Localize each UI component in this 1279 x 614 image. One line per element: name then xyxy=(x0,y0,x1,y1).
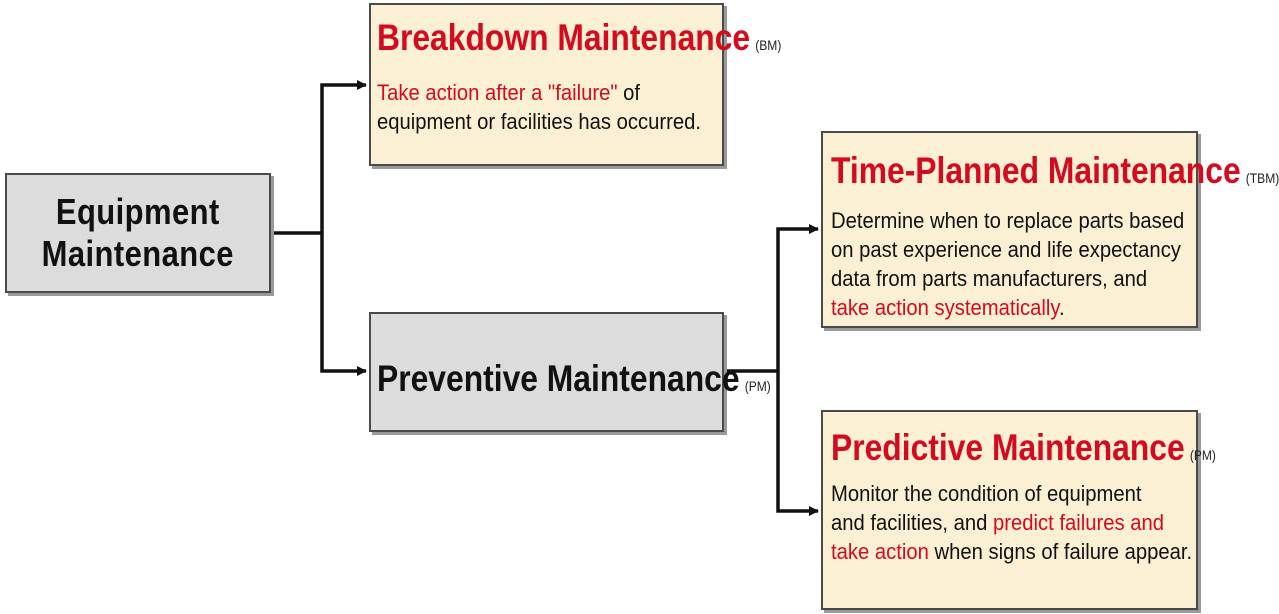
connector-to-breakdown xyxy=(322,85,366,233)
predictive-desc-line3-highlight: take action xyxy=(831,539,929,564)
breakdown-maintenance-box xyxy=(369,3,782,166)
predictive-maintenance-heading xyxy=(831,427,1216,469)
breakdown-desc-rest: of xyxy=(617,80,641,105)
predictive-maintenance-box xyxy=(821,410,1216,610)
time-planned-title: Time-Planned Maintenance xyxy=(831,150,1241,191)
preventive-maintenance-heading xyxy=(377,358,771,400)
predictive-title: Predictive Maintenance xyxy=(831,427,1185,468)
predictive-desc-line2-a: and facilities, and xyxy=(831,510,994,535)
time-planned-desc-end: . xyxy=(1058,295,1065,320)
breakdown-desc-highlight: Take action after a "failure" xyxy=(377,80,618,105)
time-planned-desc-highlight: take action systematically xyxy=(831,295,1059,320)
breakdown-maintenance-heading xyxy=(377,17,781,59)
connector-to-predictive xyxy=(778,371,818,511)
breakdown-description xyxy=(377,78,701,136)
equipment-maintenance-title xyxy=(42,191,234,275)
connector-to-time-planned xyxy=(778,229,818,371)
time-planned-desc-line2: on past experience and life expectancy xyxy=(831,237,1181,262)
predictive-desc-line1: Monitor the condition of equipment xyxy=(831,481,1142,506)
time-planned-maintenance-box xyxy=(821,131,1279,328)
connector-to-preventive xyxy=(322,233,366,371)
breakdown-abbr: (BM) xyxy=(755,37,782,53)
time-planned-maintenance-heading xyxy=(831,150,1279,192)
time-planned-description xyxy=(831,206,1184,322)
time-planned-desc-line3: data from parts manufacturers, and xyxy=(831,266,1148,291)
preventive-title: Preventive Maintenance xyxy=(377,358,740,399)
time-planned-abbr: (TBM) xyxy=(1245,170,1279,186)
equipment-maintenance-box xyxy=(5,173,271,293)
preventive-abbr: (PM) xyxy=(744,378,771,394)
breakdown-desc-line2: equipment or facilities has occurred. xyxy=(377,109,701,134)
predictive-description xyxy=(831,479,1192,566)
time-planned-desc-line1: Determine when to replace parts based xyxy=(831,208,1185,233)
breakdown-title: Breakdown Maintenance xyxy=(377,17,751,58)
predictive-abbr: (PM) xyxy=(1189,447,1216,463)
predictive-desc-line3-b: when signs of failure appear. xyxy=(928,539,1193,564)
root-title-line1: Equipment xyxy=(56,191,220,232)
root-title-line2: Maintenance xyxy=(41,233,235,274)
preventive-maintenance-box xyxy=(369,312,771,432)
predictive-desc-line2-highlight: predict failures and xyxy=(993,510,1165,535)
